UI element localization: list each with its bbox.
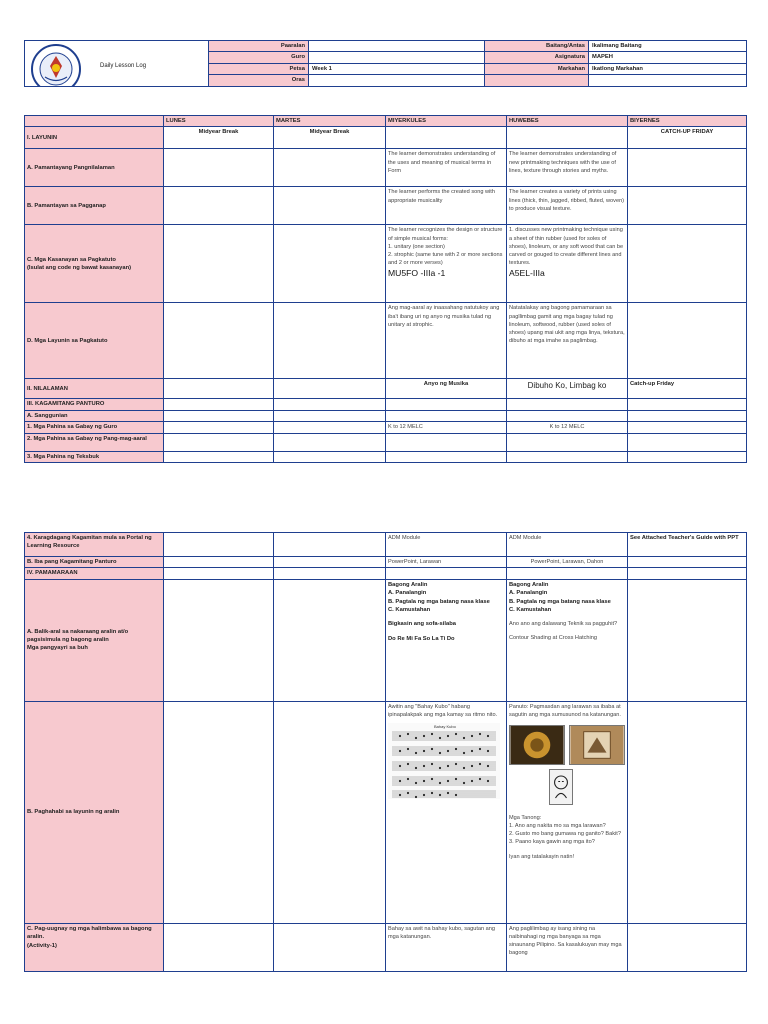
midyear-break: Midyear Break [274,127,386,149]
cell-line: Mga Tanong: [509,815,542,822]
cell-line: 1. discusses new printmaking technique using a sheet of thin rubber (used for soles of shoes), linoleum, or any soft wood that can be carved or gouged to create different lines and textures. [509,227,624,266]
oras-value [309,75,485,86]
day-header: MARTES [274,116,386,127]
cell-line: 2. Gusto mo bang gumawa ng ganito? Bakit? [509,831,621,838]
cell-text: The learner creates a variety of prints using lines (thick, thin, jagged, ribbed, fluted, woven) to produce visual texture. [507,187,628,225]
music-sheet-title: Bahay Kubo [434,724,456,729]
cell-line: The learner recognizes the design or structure of simple musical forms: [388,227,503,242]
blank-cell [485,75,589,86]
cell-text: K to 12 MELC [386,422,507,433]
cell-text: Ang paglilimbag ay isang sining na naibinahagi ng mga banyaga sa mga sinaunang Pilipino. Sa kasalukuyan may mga bagong [507,923,628,971]
row-label: A. Pamantayang Pangnilalaman [25,149,164,187]
paaralan-label: Paaralan [209,41,309,52]
day-header: LUNES [164,116,274,127]
cell-line: Bigkasin ang sofa-silaba [388,621,456,628]
cell-line: Contour Shading at Cross Hatching [509,635,597,642]
day-header: HUWEBES [507,116,628,127]
cell-line: Awitin ang "Bahay Kubo" habang ipinapalakpak ang mga kamay sa ritmo nito. [388,703,498,718]
markahan-label: Markahan [485,63,589,74]
cell-text: ADM Module [507,533,628,557]
cell-line: B. Pagtala ng mga batang nasa klase [388,598,490,605]
dll-header-table [24,40,747,87]
cell-text: Natatalakay ang bagong pamamaraan sa pagllimbag gamit ang mga bagay tulad ng linoleum, softwood, rubber (used soles of shoes) upang mai ukit ang mga linya, tekstura, dibuho at mga imahe sa paglimbag. [507,303,628,379]
logo-cell [25,41,209,87]
row-label-line: Mga pangyayri sa buh [27,645,88,652]
row-label-line: C. Mga Kasanayan sa Pagkatuto [27,256,116,263]
guro-value [309,52,485,63]
cell-text: The learner performs the created song with appropriate musicality [386,187,507,225]
print-image-icon [549,769,573,805]
print-image-icon [509,725,565,765]
cell-text: Bahay sa awit na bahay kubo, sagutan ang mga katanungan. [386,923,507,971]
cell-line: Bagong Aralin [509,581,549,588]
cell-text: K to 12 MELC [507,422,628,433]
cell-text: Ang mag-aaral ay inaasahang natutukoy ang iba't ibang uri ng anyo ng musika tulad ng unitary at strophic. [386,303,507,379]
cell-line: A. Panalangin [509,590,548,597]
cell-line: A. Panalangin [388,590,427,597]
row-label-line: (Isulat ang code ng bawat kasanayan) [27,264,132,271]
row-label-line: A. Balik-aral sa nakaraang aralin at/o pagsisimula ng bagong aralin [27,628,129,644]
section-heading: IV. PAMAMARAAN [25,568,164,579]
baitang-label: Baitang/Antas [485,41,589,52]
day-header: BIYERNES [628,116,747,127]
petsa-label: Petsa [209,63,309,74]
lesson-table-2 [24,532,747,972]
cell-line: Bagong Aralin [388,581,428,588]
row-label: D. Mga Layunin sa Pagkatuto [25,303,164,379]
catchup-label: CATCH-UP FRIDAY [628,127,747,149]
cell-line: Panuto: Pagmasdan ang larawan sa ibaba at sagutin ang mga sumusunod na katanungan. [509,703,621,718]
row-label-line: C. Pag-uugnay ng mga halimbawa sa bagong aralin. [27,925,152,941]
corner-cell [25,116,164,127]
row-label [25,225,164,303]
cell-text: Dibuho Ko, Limbag ko [507,379,628,399]
cell-list [507,701,628,923]
print-images [509,725,625,765]
markahan-value: Ikatlong Markahan [589,63,747,74]
print-image-icon [569,725,625,765]
cell-line: B. Pagtala ng mga batang nasa klase [509,598,611,605]
row-label: B. Iba pang Kagamitang Panturo [25,557,164,568]
page-title: Daily Lesson Log [100,63,147,69]
guro-label: Guro [209,52,309,63]
day-header: MIYERKULES [386,116,507,127]
row-label: 2. Mga Pahina sa Gabay ng Pang-mag-aaral [25,433,164,451]
cell-line: Ano ano ang dalawang Teknik sa pagguhit? [509,621,618,628]
cell-line: Iyan ang tatalakayin natin! [509,853,574,860]
deped-seal-icon [31,44,81,86]
blank-cell [589,75,747,86]
row-label: 4. Karagdagang Kagamitan mula sa Portal ng Learning Resource [25,533,164,557]
cell-list [386,225,507,303]
cell-list [507,579,628,701]
cell-list [386,701,507,923]
competency-code: A5EL-IIIa [509,267,545,278]
cell-line: 3. Paano kaya gawin ang mga ito? [509,839,595,846]
cell-line: 1. Ano ang nakita mo sa mga larawan? [509,823,606,830]
row-label [25,923,164,971]
oras-label: Oras [209,75,309,86]
row-label: A. Sanggunian [25,410,164,421]
row-label: B. Pamantayan sa Pagganap [25,187,164,225]
cell-text: See Attached Teacher's Guide with PPT [628,533,747,557]
cell-line: 2. strophic (same tune with 2 or more sections and 2 or more verses) [388,251,503,266]
cell-line: Do Re Mi Fa So La Ti Do [388,635,455,642]
cell-text: Anyo ng Musika [386,379,507,399]
competency-code: MU5FO -IIIa -1 [388,267,446,278]
cell-text: The learner demonstrates understanding of the uses and meaning of musical terms in Form [386,149,507,187]
cell-line: C. Kamustahan [509,606,552,613]
row-label [25,579,164,701]
cell-text: PowerPoint, Larawan [386,557,507,568]
cell-text: The learner demonstrates understanding of new printmaking techniques with the use of lines, texture through stories and myths. [507,149,628,187]
asignatura-label: Asignatura [485,52,589,63]
cell-text: Catch-up Friday [628,379,747,399]
cell-text: ADM Module [386,533,507,557]
row-label: 3. Mga Pahina ng Teksbuk [25,451,164,462]
cell-list [386,579,507,701]
section-heading: III. KAGAMITANG PANTURO [25,399,164,410]
cell-line: C. Kamustahan [388,606,431,613]
cell-line: 1. unitary (one section) [388,243,445,250]
cell-list [507,225,628,303]
asignatura-value: MAPEH [589,52,747,63]
paaralan-value [309,41,485,52]
midyear-break: Midyear Break [164,127,274,149]
petsa-value: Week 1 [309,63,485,74]
row-label: 1. Mga Pahina sa Gabay ng Guro [25,422,164,433]
music-sheet-icon [388,723,500,799]
baitang-value: Ikalimang Baitang [589,41,747,52]
row-label-line: (Activity-1) [27,942,57,949]
cell-text: PowerPoint, Larawan, Dahon [507,557,628,568]
section-heading: II. NILALAMAN [25,379,164,399]
lesson-table-1 [24,115,747,463]
row-label: B. Paghahabi sa layunin ng aralin [25,701,164,923]
section-heading: I. LAYUNIN [25,127,164,149]
